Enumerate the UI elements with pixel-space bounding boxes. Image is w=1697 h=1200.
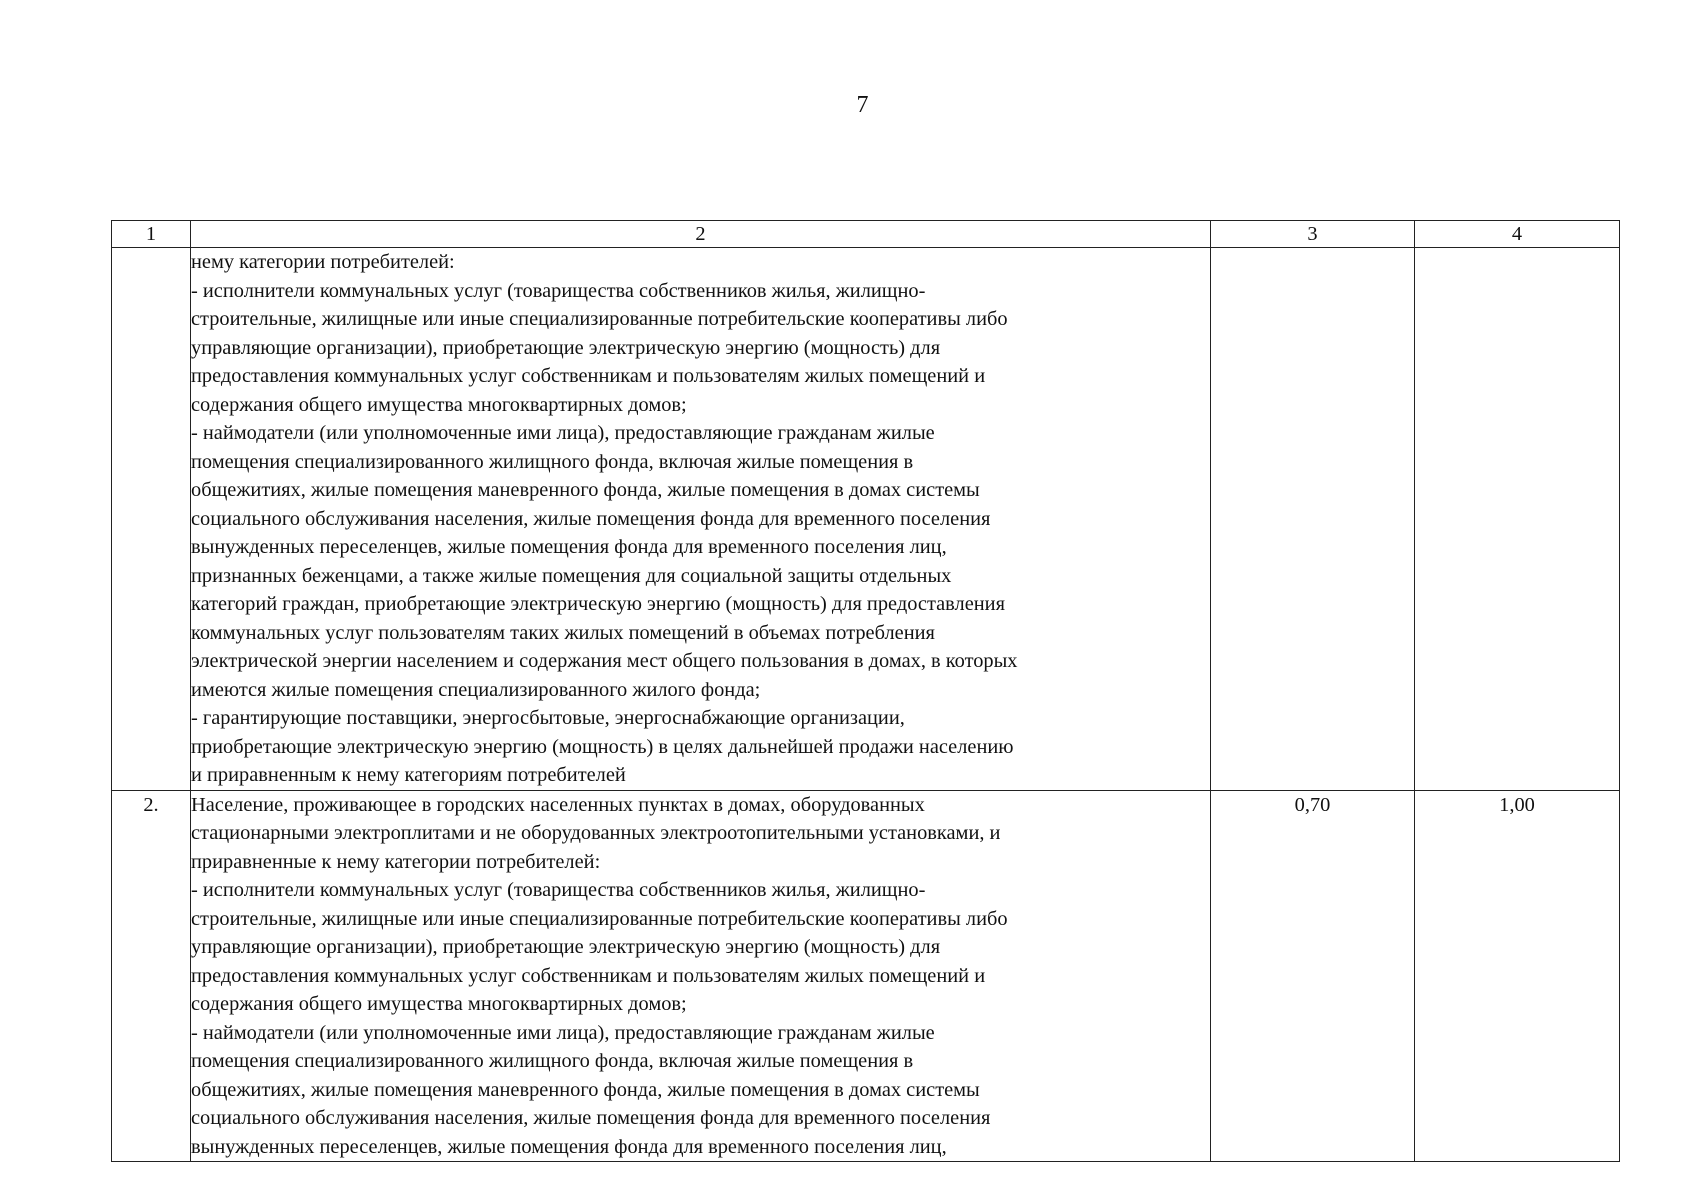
text-line: общежитиях, жилые помещения маневренного фонда, жилые помещения в домах системы (191, 1078, 980, 1101)
tariff-table (111, 220, 1620, 1162)
page-number: 7 (856, 92, 869, 118)
text-line: имеются жилые помещения специализированного жилого фонда; (191, 678, 761, 701)
row-description (191, 248, 1211, 791)
header-col-1: 1 (112, 221, 191, 248)
text-line: приравненные к нему категории потребителей: (191, 850, 601, 873)
text-line: помещения специализированного жилищного фонда, включая жилые помещения в (191, 1050, 914, 1072)
text-line: категорий граждан, приобретающие электрическую энергию (мощность) для предоставления (191, 593, 1005, 615)
text-line: - наймодатели (или уполномоченные ими лица), предоставляющие гражданам жилые (191, 1021, 935, 1044)
text-line: предоставления коммунальных услуг собственникам и пользователям жилых помещений и (191, 365, 986, 387)
text-line: - исполнители коммунальных услуг (товарищества собственников жилья, жилищно- (191, 279, 926, 302)
text-line: - исполнители коммунальных услуг (товарищества собственников жилья, жилищно- (191, 879, 926, 901)
text-line: - наймодатели (или уполномоченные ими лица), предоставляющие гражданам жилые (191, 422, 935, 444)
text-line: социального обслуживания населения, жилые помещения фонда для временного поселения (191, 507, 991, 530)
text-line: общежитиях, жилые помещения маневренного фонда, жилые помещения в домах системы (191, 479, 980, 501)
text-line: содержания общего имущества многоквартирных домов; (191, 393, 687, 416)
text-line: и приравненным к нему категориям потребителей (191, 764, 626, 786)
header-col-4: 4 (1415, 221, 1620, 248)
text-line: коммунальных услуг пользователям таких жилых помещений в объемах потребления (191, 621, 935, 644)
text-line: управляющие организации), приобретающие электрическую энергию (мощность) для (191, 936, 941, 958)
row-description (191, 790, 1211, 1162)
text-line: помещения специализированного жилищного фонда, включая жилые помещения в (191, 450, 914, 473)
header-col-2: 2 (191, 221, 1211, 248)
row-value-col-4 (1415, 248, 1620, 791)
header-col-3: 3 (1211, 221, 1415, 248)
text-line: социального обслуживания населения, жилые помещения фонда для временного поселения (191, 1107, 991, 1129)
text-line: вынужденных переселенцев, жилые помещения фонда для временного поселения лиц, (191, 1135, 947, 1158)
text-line: вынужденных переселенцев, жилые помещения фонда для временного поселения лиц, (191, 536, 947, 558)
text-line: управляющие организации), приобретающие электрическую энергию (мощность) для (191, 336, 941, 359)
text-line: нему категории потребителей: (191, 251, 455, 273)
row-number: 2. (112, 790, 191, 1162)
row-value-col-3: 0,70 (1211, 790, 1415, 1162)
row-number (112, 248, 191, 791)
row-value-col-4: 1,00 (1415, 790, 1620, 1162)
text-line: приобретающие электрическую энергию (мощность) в целях дальнейшей продажи населению (191, 735, 1014, 758)
text-line: содержания общего имущества многоквартирных домов; (191, 993, 687, 1015)
text-line: строительные, жилищные или иные специализированные потребительские кооперативы либо (191, 308, 1008, 330)
table-row (112, 248, 1620, 791)
text-line: электрической энергии населением и содержания мест общего пользования в домах, в которых (191, 650, 1018, 672)
text-line: строительные, жилищные или иные специализированные потребительские кооперативы либо (191, 907, 1008, 930)
row-value-col-3 (1211, 248, 1415, 791)
text-line: предоставления коммунальных услуг собственникам и пользователям жилых помещений и (191, 964, 986, 987)
text-line: - гарантирующие поставщики, энергосбытовые, энергоснабжающие организации, (191, 707, 905, 729)
text-line: признанных беженцами, а также жилые помещения для социальной защиты отдельных (191, 564, 952, 587)
table-row (112, 790, 1620, 1162)
text-line: стационарными электроплитами и не оборудованных электроотопительными установками, и (191, 822, 1001, 844)
text-line: Население, проживающее в городских населенных пунктах в домах, оборудованных (191, 793, 925, 816)
table-header-row (112, 221, 1620, 248)
